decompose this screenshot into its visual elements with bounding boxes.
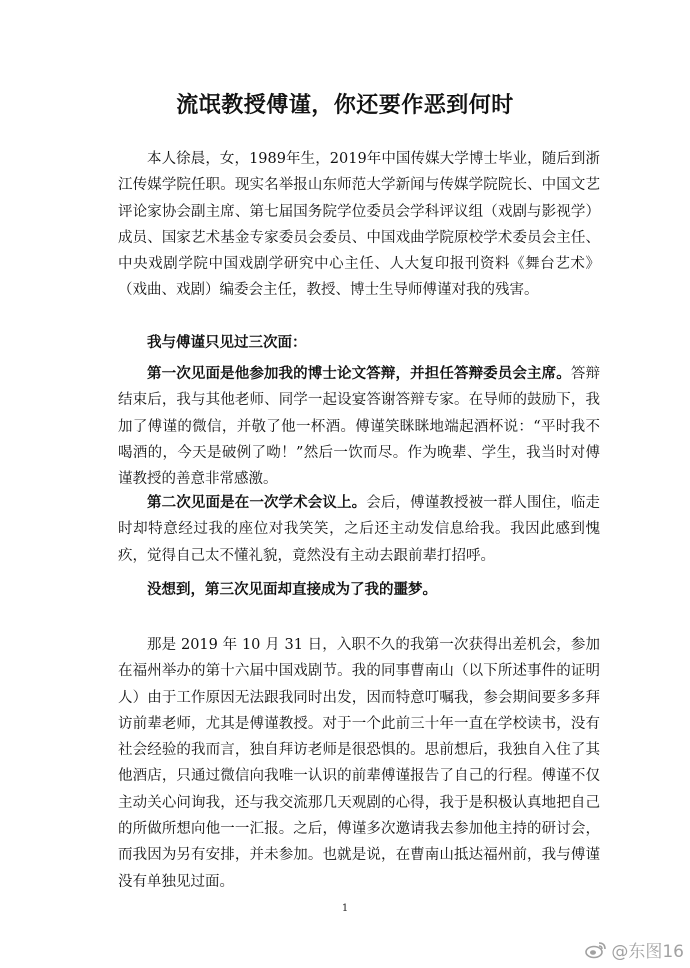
second-meeting-lead: 第二次见面是在一次学术会议上。 (147, 495, 367, 511)
met-three-times-heading: 我与傅谨只见过三次面： (147, 335, 307, 351)
first-meeting-paragraph (118, 361, 600, 492)
weibo-logo-icon (585, 941, 607, 959)
first-meeting-lead: 第一次见面是他参加我的博士论文答辩，并担任答辩委员会主席。 (147, 366, 571, 382)
third-meeting-paragraph: 没想到，第三次见面却直接成为了我的噩梦。 (147, 582, 437, 598)
second-meeting-paragraph (118, 490, 600, 569)
watermark-text: @东图16 (611, 942, 684, 962)
second-meeting-text: 会后，傅谨教授被一群人围住，临走时却特意经过我的座位对我笑笑，之后还主动发信息给我。我因此感到愧疚，觉得自己太不懂礼貌，竟然没有主动去跟前辈打招呼。 (118, 495, 600, 564)
first-meeting-text: 答辩结束后，我与其他老师、同学一起设宴答谢答辩专家。在导师的鼓励下，我加了傅谨的微信，并敬了他一杯酒。傅谨笑眯眯地端起酒杯说：“平时我不喝酒的，今天是破例了呦！”然后一饮而尽。作为晚辈、学生，我当时对傅谨教授的善意非常感激。 (118, 366, 601, 488)
weibo-watermark (585, 937, 684, 962)
page-title: 流氓教授傅谨，你还要作恶到何时 (176, 93, 514, 118)
intro-paragraph: 本人徐晨，女，1989年生，2019年中国传媒大学博士毕业，随后到浙江传媒学院任职。现实名举报山东师范大学新闻与传媒学院院长、中国文艺评论家协会副主席、第七届国务院学位委员会学科评议组（戏剧与影视学）成员、国家艺术基金专家委员会委员、中国戏曲学院原校学术委员会主任、中央戏剧学院中国戏剧学研究中心主任、人大复印报刊资料《舞台艺术》（戏曲、戏剧）编委会主任，教授、博士生导师傅谨对我的残害。 (118, 151, 600, 299)
page-number: 1 (341, 903, 349, 914)
story-paragraph: 那是 2019 年 10 月 31 日，入职不久的我第一次获得出差机会，参加在福州举办的第十六届中国戏剧节。我的同事曹南山（以下所述事件的证明人）由于工作原因无法跟我同时出发，因而特意叮嘱我，参会期间要多多拜访前辈老师，尤其是傅谨教授。对于一个此前三十年一直在学校读书，没有社会经验的我而言，独自拜访老师是很恐惧的。思前想后，我独自入住了其他酒店，只通过微信向我唯一认识的前辈傅谨报告了自己的行程。傅谨不仅主动关心问询我，还与我交流那几天观剧的心得，我于是积极认真地把自己的所做所想向他一一汇报。之后，傅谨多次邀请我去参加他主持的研讨会，而我因为另有安排，并未参加。也就是说，在曹南山抵达福州前，我与傅谨没有单独见过面。 (118, 637, 600, 890)
